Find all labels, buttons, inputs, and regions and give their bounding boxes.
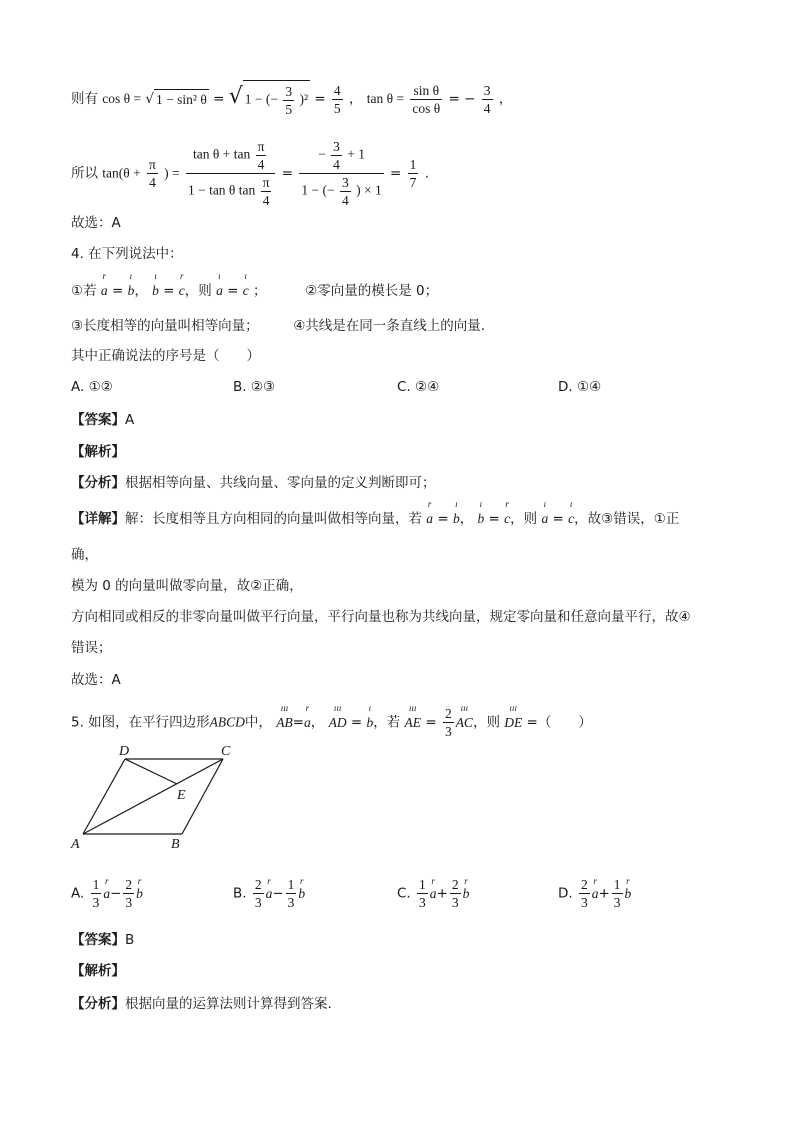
q5-option-a[interactable]: A. $\frac{1}{3}$ r a− $\frac{2}{3}$ r b — [71, 875, 143, 910]
fraction-tan-sum: tan θ + tan $\frac{\pi}{4}$ 1 − tan θ tan $\frac{\pi}{4}$ — [186, 138, 276, 209]
q5-option-d[interactable]: D. $\frac{2}{3}$ r a+ $\frac{1}{3}$ r b — [558, 875, 632, 910]
q4-statement-1-2: ①若 r a = ı b， ı b = r c，则 ı a = ı c ； ②零向量的模长是 0； — [71, 271, 439, 299]
q4-prompt: 其中正确说法的序号是（ ） — [71, 348, 260, 364]
q4-answer: 【答案】A — [71, 412, 135, 428]
q4-fenxi: 【分析】根据相等向量、共线向量、零向量的定义判断即可； — [71, 475, 436, 491]
label-e: E — [177, 788, 186, 803]
label-a: A — [71, 837, 80, 852]
vector-ab: ııı AB — [276, 702, 293, 730]
calc-line-1: 则有 cos θ = √ 1 − sin² θ = √ 1 − (− $\frac{3}{5}$ )² = $\frac{4}{5}$ ， tan θ = $\frac{\text{sin θ}}{\text{cos θ}}$ = − $\frac{3}{4}$ ， — [71, 80, 512, 118]
q4-option-c[interactable]: C. ②④ — [397, 379, 440, 395]
fraction-3-4: $\frac{3}{4}$ — [483, 82, 491, 116]
label-d: D — [119, 744, 130, 759]
vector-ae: ııı AE — [404, 702, 422, 730]
q4-final: 故选：A — [71, 672, 121, 688]
q4-xj-parallel: 方向相同或相反的非零向量叫做平行向量，平行向量也称为共线向量，规定零向量和任意向量平行，故④ — [71, 609, 691, 625]
sqrt-sign-2: √ — [228, 84, 243, 109]
vector-ad: ııı AD — [328, 702, 347, 730]
calc-line-2: 所以 tan(θ + $\frac{\pi}{4}$ ) = tan θ + tan $\frac{\pi}{4}$ 1 − tan θ tan $\frac{\pi}{4}$ = − $\frac{3}{4}$ + 1 1 − (− $\frac{3}{4}$ ) × 1 = $\frac{1}{7}$ . — [71, 139, 429, 208]
q4-xiangjie: 【详解】解：长度相等且方向相同的向量叫做相等向量，若 r a = ı b， ı b = r c，则 ı a = ı c，故③错误，①正 — [71, 499, 680, 527]
sqrt-radicand-1: 1 − sin² θ — [154, 89, 209, 110]
calc-prefix-2: 所以 — [71, 165, 98, 182]
sqrt-radicand-2: 1 − (− $\frac{3}{5}$ )² — [243, 80, 310, 118]
parallelogram-figure — [70, 742, 250, 854]
q5-analysis-tag: 【解析】 — [71, 963, 125, 979]
fraction-sin-cos: $\frac{\text{sin θ}}{\text{cos θ}}$ — [412, 82, 441, 116]
q4-option-b[interactable]: B. ②③ — [233, 379, 276, 395]
vector-ac: ııı AC — [455, 702, 473, 730]
fraction-3-5: $\frac{3}{5}$ — [285, 84, 293, 117]
q4-stem: 4. 在下列说法中： — [71, 246, 183, 262]
equals: = — [213, 91, 225, 107]
fraction-2-3: $\frac{2}{3}$ — [444, 706, 452, 739]
vector-de: ııı DE — [504, 702, 523, 730]
q4-statement-3-4: ③长度相等的向量叫相等向量； ④共线是在同一条直线上的向量. — [71, 318, 486, 334]
cos-lhs: cos θ = — [102, 91, 142, 106]
q4-xj-cont: 确， — [71, 547, 98, 563]
tan-lhs: tan θ = — [366, 91, 405, 106]
q4-option-a[interactable]: A. ①② — [71, 379, 113, 395]
q4-xj-zero: 模为 0 的向量叫做零向量，故②正确， — [71, 578, 303, 594]
fraction-1-7: $\frac{1}{7}$ — [409, 157, 417, 190]
segment-de — [125, 759, 177, 784]
calc-prefix: 则有 — [71, 91, 98, 107]
q4-analysis-tag: 【解析】 — [71, 444, 125, 460]
q5-option-c[interactable]: C. $\frac{1}{3}$ r a+ $\frac{2}{3}$ r b — [397, 875, 470, 910]
fraction-4-5: $\frac{4}{5}$ — [333, 82, 341, 116]
fraction-pi-4: $\frac{\pi}{4}$ — [149, 157, 156, 190]
q5-stem: 5. 如图，在平行四边形ABCD中， ııı AB= r a， ııı AD = ı b，若 ııı AE = $\frac{2}{3}$ ııı AC，则 ııı DE =（ ） — [71, 702, 592, 739]
q5-option-b[interactable]: B. $\frac{2}{3}$ r a− $\frac{1}{3}$ r b — [233, 875, 306, 910]
q5-answer: 【答案】B — [71, 932, 135, 948]
fraction-step-2: − $\frac{3}{4}$ + 1 1 − (− $\frac{3}{4}$ ) × 1 — [301, 139, 382, 208]
label-b: B — [171, 837, 180, 852]
calc-answer: 故选：A — [71, 215, 121, 231]
q4-xj-wrong: 错误； — [71, 640, 112, 656]
q4-option-d[interactable]: D. ①④ — [558, 379, 602, 395]
sqrt-sign: √ — [145, 91, 155, 107]
label-c: C — [221, 744, 231, 759]
q5-fenxi: 【分析】根据向量的运算法则计算得到答案. — [71, 996, 332, 1012]
equals: = — [314, 91, 326, 107]
